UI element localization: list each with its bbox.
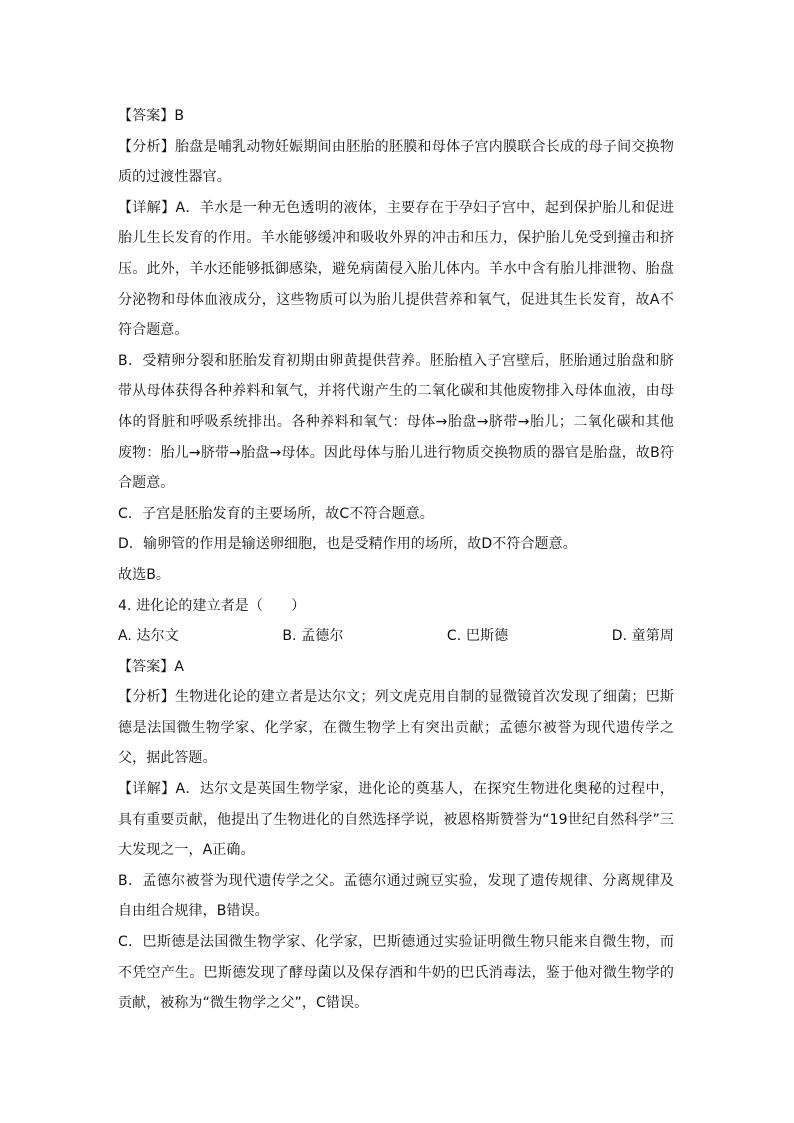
question-4-options <box>118 621 674 652</box>
explanation-paragraph-a: 【详解】A．羊水是一种无色透明的液体，主要存在于孕妇子宫中，起到保护胎儿和促进胎儿生长发育的作用。羊水能够缓冲和吸收外界的冲击和压力，保护胎儿免受到撞击和挤压。此外，羊水还能够抵御感染，避免病菌侵入胎儿体内。羊水中含有胎儿排泄物、胎盘分泌物和母体血液成分，这些物质可以为胎儿提供营养和氧气，促进其生长发育，故A不符合题意。 <box>118 199 674 339</box>
option-c: C. 巴斯德 <box>446 628 509 645</box>
conclusion-line: 故选B。 <box>118 566 171 583</box>
explanation-paragraph-4c: C．巴斯德是法国微生物学家、化学家，巴斯德通过实验证明微生物只能来自微生物，而不凭空产生。巴斯德发现了酵母菌以及保存酒和牛奶的巴氏消毒法，鉴于他对微生物学的贡献，被称为“微生物学之父”，C错误。 <box>118 934 674 1012</box>
analysis-paragraph-4: 【分析】生物进化论的建立者是达尔文；列文虎克用自制的显微镜首次发现了细菌；巴斯德是法国微生物学家、化学家，在微生物学上有突出贡献；孟德尔被誉为现代遗传学之父，据此答题。 <box>118 689 674 767</box>
document-body <box>118 101 674 1019</box>
explanation-paragraph-d: D．输卵管的作用是输送卵细胞，也是受精作用的场所，故D不符合题意。 <box>118 536 577 553</box>
option-a: A. 达尔文 <box>118 628 179 645</box>
option-b: B. 孟德尔 <box>282 628 344 645</box>
explanation-paragraph-c: C．子宫是胚胎发育的主要场所，故C不符合题意。 <box>118 505 434 522</box>
explanation-paragraph-4a: 【详解】A．达尔文是英国生物学家，进化论的奠基人，在探究生物进化奥秘的过程中，具有重要贡献，他提出了生物进化的自然选择学说，被恩格斯赞誉为“19世纪自然科学”三大发现之一，A正确。 <box>118 781 674 859</box>
analysis-paragraph: 【分析】胎盘是哺乳动物妊娠期间由胚胎的胚膜和母体子宫内膜联合长成的母子间交换物质的过渡性器官。 <box>118 138 674 186</box>
answer-line-4: 【答案】A <box>118 658 185 675</box>
explanation-paragraph-4b: B．孟德尔被誉为现代遗传学之父。孟德尔通过豌豆实验，发现了遗传规律、分离规律及自由组合规律，B错误。 <box>118 872 674 920</box>
question-4: 4. 进化论的建立者是（ ） <box>118 597 306 614</box>
option-d: D. 童第周 <box>611 628 674 645</box>
answer-line: 【答案】B <box>118 108 185 124</box>
explanation-paragraph-b: B．受精卵分裂和胚胎发育初期由卵黄提供营养。胚胎植入子宫壁后，胚胎通过胎盘和脐带从母体获得各种养料和氧气，并将代谢产生的二氧化碳和其他废物排入母体血液，由母体的肾脏和呼吸系统排出。各种养料和氧气：母体→胎盘→脐带→胎儿；二氧化碳和其他废物：胎儿→脐带→胎盘→母体。因此母体与胎儿进行物质交换物质的器官是胎盘，故B符合题意。 <box>118 352 674 492</box>
